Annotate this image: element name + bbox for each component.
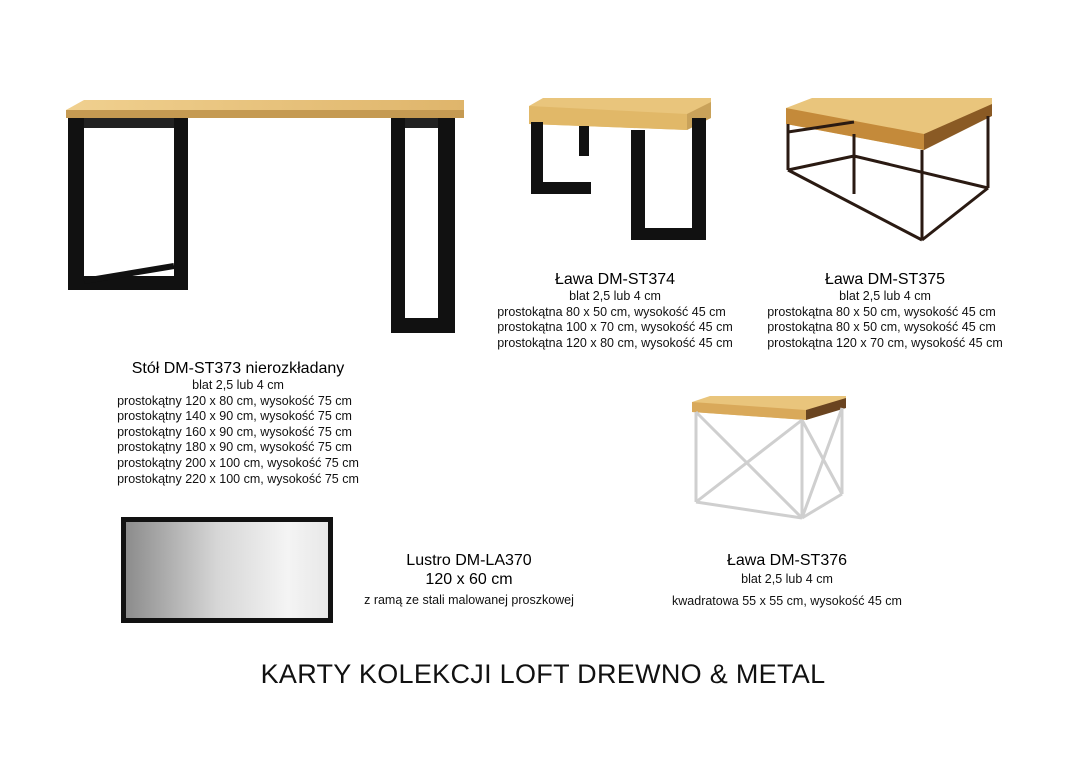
product-size: 120 x 60 cm <box>425 571 513 588</box>
product-top: blat 2,5 lub 4 cm <box>839 289 931 303</box>
size-item: prostokątny 220 x 100 cm, wysokość 75 cm <box>117 471 359 486</box>
mirror-la370-image <box>121 517 333 623</box>
product-name: Ława DM-ST376 <box>726 552 848 569</box>
product-name: Lustro DM-LA370 <box>406 552 532 569</box>
product-st376 <box>646 551 928 609</box>
size-item: prostokątny 180 x 90 cm, wysokość 75 cm <box>117 440 352 455</box>
size-item: prostokątny 200 x 100 cm, wysokość 75 cm <box>117 455 359 470</box>
size-item: prostokątna 100 x 70 cm, wysokość 45 cm <box>497 320 733 335</box>
table-st376-image <box>688 392 850 522</box>
size-item: prostokątna 120 x 70 cm, wysokość 45 cm <box>767 335 1003 350</box>
size-list <box>767 305 1003 352</box>
size-list <box>497 305 733 352</box>
product-st375 <box>750 270 1020 352</box>
product-size: kwadratowa 55 x 55 cm, wysokość 45 cm <box>672 593 902 608</box>
size-item: prostokątna 80 x 50 cm, wysokość 45 cm <box>767 320 996 335</box>
table-st373-image <box>66 96 466 336</box>
size-item: prostokątny 160 x 90 cm, wysokość 75 cm <box>117 424 352 439</box>
product-st373 <box>100 359 376 488</box>
size-item: prostokątny 140 x 90 cm, wysokość 75 cm <box>117 409 352 424</box>
product-la370 <box>336 551 602 609</box>
size-item: prostokątna 80 x 50 cm, wysokość 45 cm <box>767 304 996 319</box>
size-list <box>117 394 359 488</box>
table-st375-image <box>784 94 996 244</box>
size-item: prostokątna 80 x 50 cm, wysokość 45 cm <box>497 304 726 319</box>
product-top: blat 2,5 lub 4 cm <box>569 289 661 303</box>
product-name: Ława DM-ST375 <box>824 271 946 288</box>
table-st374-image <box>527 92 717 242</box>
collection-title: KARTY KOLEKCJI LOFT DREWNO & METAL <box>260 659 826 689</box>
product-top: blat 2,5 lub 4 cm <box>741 572 833 586</box>
product-st374 <box>480 270 750 352</box>
product-desc: z ramą ze stali malowanej proszkowej <box>364 593 574 607</box>
size-item: prostokątny 120 x 80 cm, wysokość 75 cm <box>117 393 352 408</box>
product-name: Stół DM-ST373 nierozkładany <box>131 360 345 377</box>
product-name: Ława DM-ST374 <box>554 271 676 288</box>
size-item: prostokątna 120 x 80 cm, wysokość 45 cm <box>497 335 733 350</box>
product-top: blat 2,5 lub 4 cm <box>192 378 284 392</box>
